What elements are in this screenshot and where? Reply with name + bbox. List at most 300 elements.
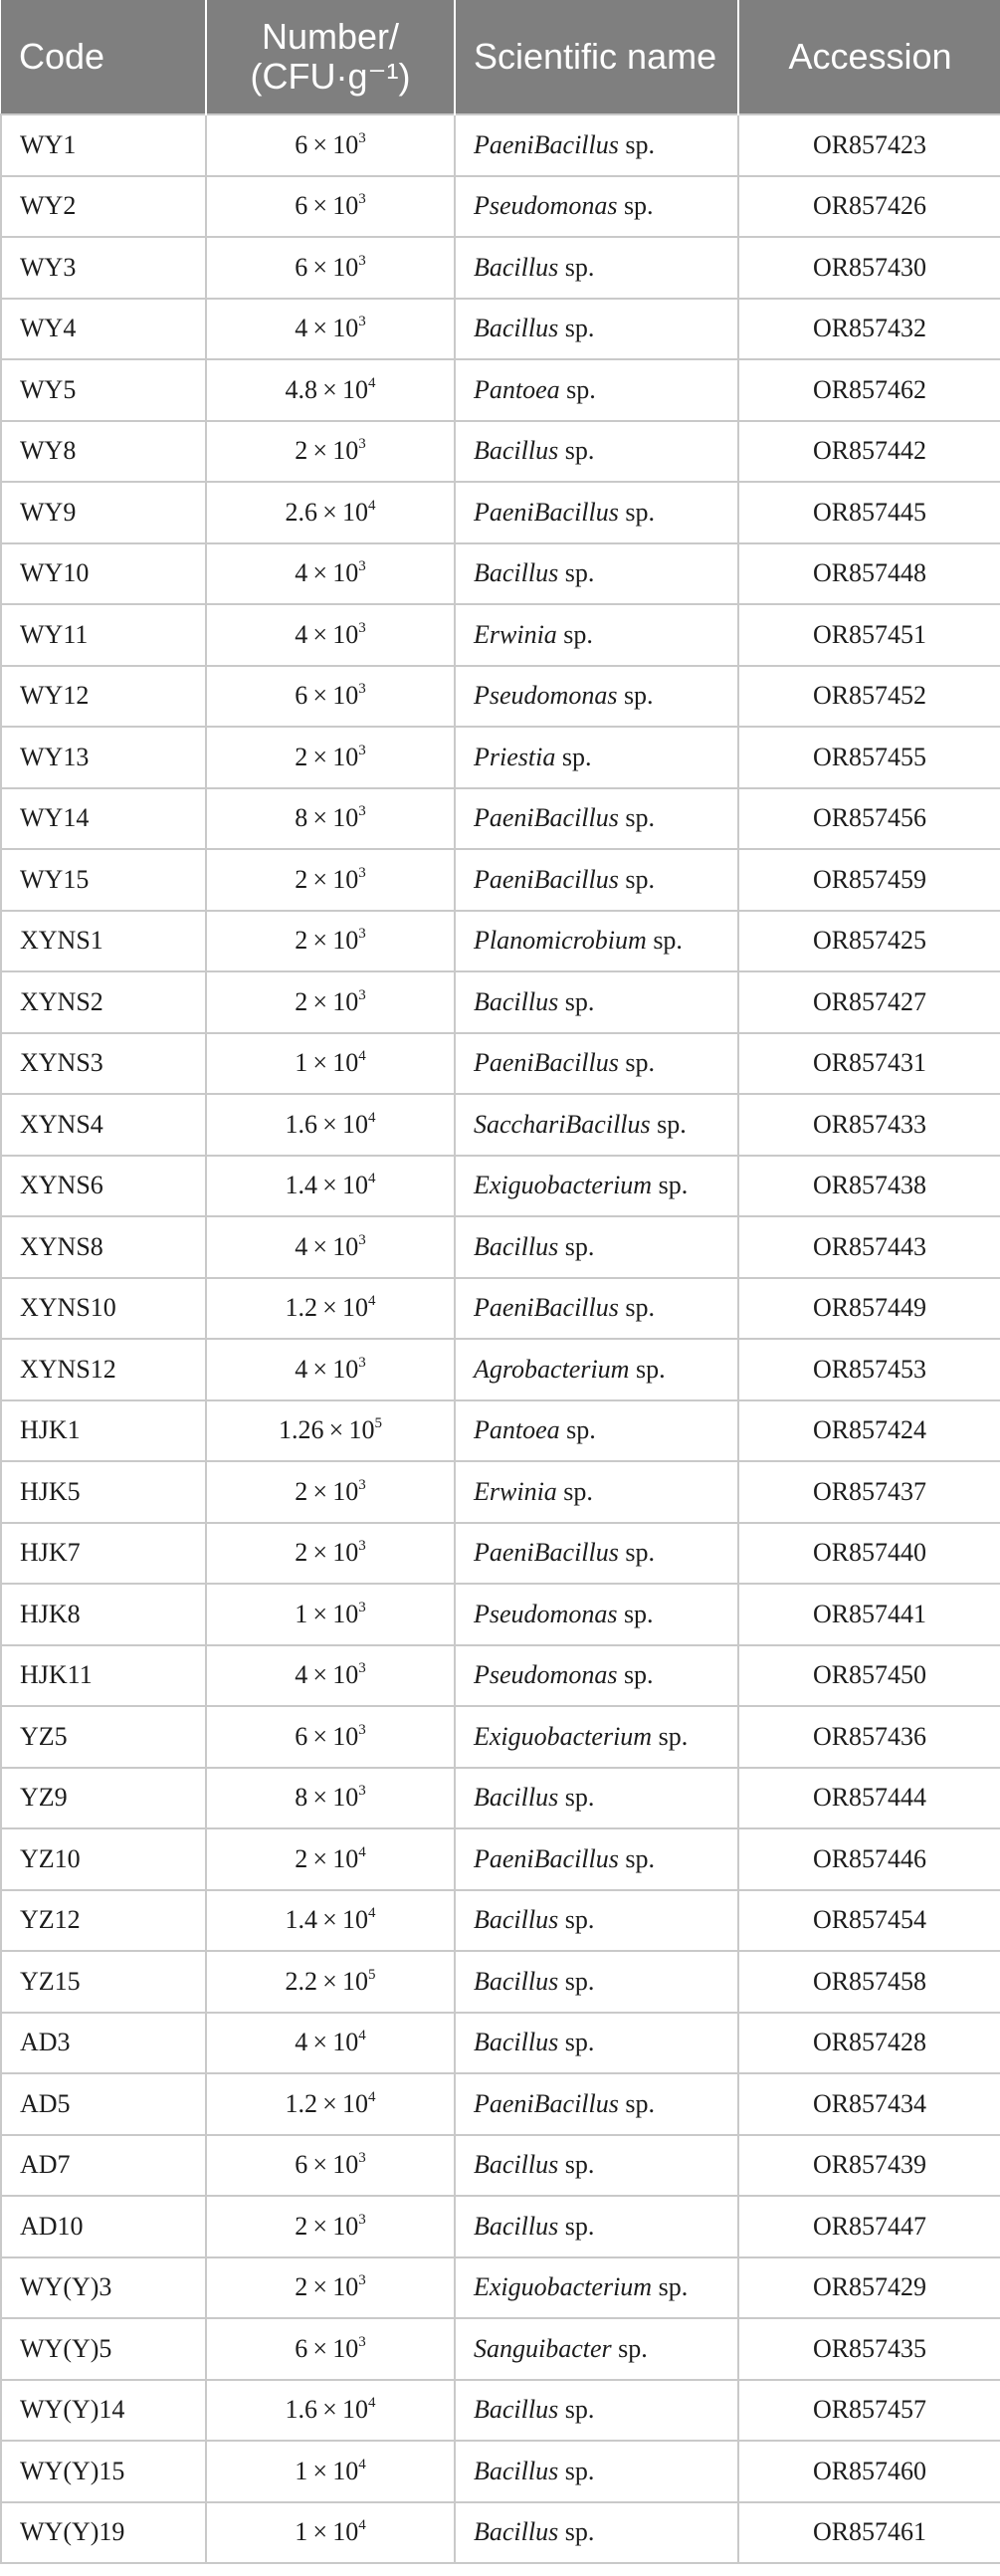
table-row [1,971,1000,1033]
cell-number [206,666,455,728]
number-mantissa: 2.6 [285,497,317,527]
number-exponent: 4 [368,497,376,514]
cell-number [206,1216,455,1278]
table-row [1,1339,1000,1400]
number-mantissa: 6 [295,191,308,221]
genus-name: Bacillus [474,436,559,466]
cell-code: XYNS4 [1,1094,206,1156]
number-exponent: 4 [358,2456,366,2472]
cell-code: XYNS6 [1,1156,206,1217]
cell-scientific-name [455,911,738,972]
times-ten: × 10 [307,986,359,1016]
times-ten: × 10 [307,619,359,649]
times-ten: × 10 [307,2028,359,2057]
cell-number [206,911,455,972]
cell-number [206,1645,455,1707]
species-suffix: sp. [558,1783,595,1813]
number-mantissa: 6 [295,2333,308,2363]
number-exponent: 3 [358,1721,366,1738]
number-mantissa: 4 [295,619,308,649]
cell-scientific-name [455,1400,738,1462]
genus-name: PaeniBacillus [474,1538,619,1568]
header-row [1,0,1000,114]
number-mantissa: 1 [295,1599,308,1628]
cell-code: WY10 [1,543,206,605]
number-mantissa: 2 [295,1476,308,1506]
cell-scientific-name [455,299,738,360]
table-row [1,1768,1000,1829]
table-row [1,1278,1000,1340]
times-ten: × 10 [307,926,359,956]
genus-name: Bacillus [474,2150,559,2180]
number-mantissa: 1.2 [285,1293,317,1323]
times-ten: × 10 [307,129,359,159]
number-exponent: 3 [358,803,366,820]
cell-code: HJK5 [1,1461,206,1523]
species-suffix: sp. [558,314,595,343]
number-exponent: 4 [358,2517,366,2534]
cell-code: YZ12 [1,1890,206,1952]
cell-accession: OR857460 [738,2441,1000,2502]
cell-accession: OR857449 [738,1278,1000,1340]
times-ten: × 10 [307,742,359,771]
cell-number [206,421,455,483]
cell-accession: OR857429 [738,2257,1000,2319]
species-suffix: sp. [650,1109,687,1139]
cell-accession: OR857450 [738,1645,1000,1707]
number-mantissa: 6 [295,2150,308,2180]
cell-number [206,1278,455,1340]
table-row [1,2380,1000,2442]
times-ten: × 10 [307,252,359,282]
header-code: Code [19,36,105,77]
table-row [1,1216,1000,1278]
number-exponent: 4 [368,374,376,391]
cell-accession: OR857447 [738,2196,1000,2257]
cell-number [206,1523,455,1585]
times-ten: × 10 [323,1415,375,1445]
number-exponent: 3 [358,1231,366,1248]
cell-scientific-name [455,1828,738,1890]
cell-accession: OR857433 [738,1094,1000,1156]
table-row [1,2196,1000,2257]
number-exponent: 4 [368,1171,376,1187]
cell-number [206,727,455,788]
cell-accession: OR857442 [738,421,1000,483]
genus-name: PaeniBacillus [474,803,619,833]
species-suffix: sp. [558,558,595,588]
species-suffix: sp. [556,1476,593,1506]
table-row [1,114,1000,176]
cell-code: YZ5 [1,1706,206,1768]
number-exponent: 4 [368,2088,376,2105]
number-mantissa: 1.4 [285,1905,317,1935]
number-mantissa: 2 [295,2272,308,2302]
cell-number [206,359,455,421]
number-exponent: 3 [358,1476,366,1493]
cell-code: WY2 [1,176,206,238]
table-row [1,1890,1000,1952]
genus-name: Bacillus [474,986,559,1016]
cell-number [206,2013,455,2074]
cell-accession: OR857457 [738,2380,1000,2442]
table-row [1,2318,1000,2380]
species-suffix: sp. [652,2272,689,2302]
number-mantissa: 4 [295,314,308,343]
cell-scientific-name [455,2441,738,2502]
species-suffix: sp. [558,2456,595,2485]
number-exponent: 3 [358,129,366,146]
cell-code: WY(Y)3 [1,2257,206,2319]
table-row [1,849,1000,911]
number-exponent: 3 [358,252,366,269]
cell-code: WY13 [1,727,206,788]
cell-scientific-name [455,727,738,788]
species-suffix: sp. [617,681,654,711]
times-ten: × 10 [307,681,359,711]
times-ten: × 10 [316,1109,369,1139]
genus-name: Bacillus [474,314,559,343]
table-row [1,359,1000,421]
species-suffix: sp. [559,374,596,404]
genus-name: PaeniBacillus [474,1293,619,1323]
cell-accession: OR857427 [738,971,1000,1033]
species-suffix: sp. [618,1843,655,1873]
table-row [1,2502,1000,2564]
cell-number [206,1400,455,1462]
genus-name: Pseudomonas [474,191,618,221]
cell-scientific-name [455,1278,738,1340]
number-mantissa: 1 [295,1048,308,1078]
cell-number [206,482,455,543]
cell-accession: OR857431 [738,1033,1000,1095]
cell-number [206,604,455,666]
cell-code: WY8 [1,421,206,483]
cell-scientific-name [455,1094,738,1156]
genus-name: Bacillus [474,2517,559,2547]
times-ten: × 10 [307,1476,359,1506]
table-row [1,421,1000,483]
times-ten: × 10 [307,2211,359,2241]
cell-number [206,788,455,850]
species-suffix: sp. [617,191,654,221]
cell-code: WY15 [1,849,206,911]
times-ten: × 10 [307,1721,359,1751]
number-exponent: 3 [358,314,366,330]
genus-name: Sanguibacter [474,2333,612,2363]
number-mantissa: 1 [295,2456,308,2485]
number-mantissa: 2 [295,926,308,956]
species-suffix: sp. [629,1354,666,1384]
cell-number [206,1706,455,1768]
cell-code: AD10 [1,2196,206,2257]
cell-code: XYNS12 [1,1339,206,1400]
cell-number [206,2318,455,2380]
number-mantissa: 1.4 [285,1171,317,1200]
species-suffix: sp. [558,1966,595,1996]
species-suffix: sp. [611,2333,648,2363]
times-ten: × 10 [316,2088,369,2118]
cell-scientific-name [455,2013,738,2074]
species-suffix: sp. [618,803,655,833]
cell-scientific-name [455,176,738,238]
cell-accession: OR857425 [738,911,1000,972]
cell-number [206,1828,455,1890]
cell-number [206,2502,455,2564]
table-row [1,1951,1000,2013]
times-ten: × 10 [316,2395,369,2425]
table-row [1,482,1000,543]
table-row [1,237,1000,299]
cell-scientific-name [455,1584,738,1645]
cell-accession: OR857443 [738,1216,1000,1278]
cell-accession: OR857456 [738,788,1000,850]
table-row [1,1461,1000,1523]
times-ten: × 10 [316,1293,369,1323]
cell-scientific-name [455,666,738,728]
cell-code: WY1 [1,114,206,176]
number-exponent: 3 [358,2150,366,2167]
genus-name: Agrobacterium [474,1354,630,1384]
genus-name: Pantoea [474,374,560,404]
number-exponent: 5 [374,1415,383,1432]
number-mantissa: 6 [295,1721,308,1751]
genus-name: PaeniBacillus [474,497,619,527]
species-suffix: sp. [652,1721,689,1751]
genus-name: PaeniBacillus [474,1048,619,1078]
table-row [1,788,1000,850]
genus-name: Pseudomonas [474,1660,618,1690]
times-ten: × 10 [307,2150,359,2180]
cell-scientific-name [455,2502,738,2564]
cell-code: XYNS8 [1,1216,206,1278]
number-mantissa: 4 [295,558,308,588]
cell-scientific-name [455,1706,738,1768]
genus-name: Exiguobacterium [474,2272,653,2302]
number-exponent: 3 [358,926,366,943]
cell-accession: OR857424 [738,1400,1000,1462]
genus-name: Bacillus [474,1905,559,1935]
cell-accession: OR857438 [738,1156,1000,1217]
cell-code: WY4 [1,299,206,360]
number-mantissa: 2.2 [285,1966,317,1996]
cell-scientific-name [455,1033,738,1095]
species-suffix: sp. [558,2028,595,2057]
number-mantissa: 4.8 [285,374,317,404]
cell-code: HJK11 [1,1645,206,1707]
number-exponent: 3 [358,1783,366,1800]
cell-number [206,1033,455,1095]
species-suffix: sp. [558,252,595,282]
cell-number [206,543,455,605]
cell-code: YZ10 [1,1828,206,1890]
table-row [1,666,1000,728]
cell-accession: OR857441 [738,1584,1000,1645]
number-exponent: 3 [358,742,366,758]
table-header [1,0,1000,114]
cell-code: XYNS1 [1,911,206,972]
number-mantissa: 1.26 [278,1415,324,1445]
cell-number [206,2380,455,2442]
number-mantissa: 8 [295,1783,308,1813]
table-row [1,1706,1000,1768]
cell-number [206,1156,455,1217]
cell-scientific-name [455,1951,738,2013]
table-row [1,2441,1000,2502]
number-mantissa: 1 [295,2517,308,2547]
cell-accession: OR857461 [738,2502,1000,2564]
cell-code: XYNS10 [1,1278,206,1340]
table-row [1,1033,1000,1095]
times-ten: × 10 [307,1660,359,1690]
cell-accession: OR857458 [738,1951,1000,2013]
cell-accession: OR857435 [738,2318,1000,2380]
number-mantissa: 2 [295,2211,308,2241]
cell-code: WY(Y)19 [1,2502,206,2564]
cell-scientific-name [455,1768,738,1829]
cell-accession: OR857448 [738,543,1000,605]
number-mantissa: 4 [295,1660,308,1690]
table-row [1,299,1000,360]
cell-code: WY9 [1,482,206,543]
number-exponent: 3 [358,2333,366,2350]
cell-number [206,176,455,238]
number-exponent: 4 [358,1048,366,1065]
species-suffix: sp. [558,986,595,1016]
times-ten: × 10 [307,1599,359,1628]
number-mantissa: 4 [295,2028,308,2057]
times-ten: × 10 [307,1538,359,1568]
times-ten: × 10 [316,374,369,404]
table-row [1,1094,1000,1156]
species-suffix: sp. [617,1599,654,1628]
cell-number [206,1768,455,1829]
times-ten: × 10 [307,314,359,343]
times-ten: × 10 [307,191,359,221]
genus-name: PaeniBacillus [474,864,619,894]
cell-code: AD5 [1,2073,206,2135]
cell-scientific-name [455,1339,738,1400]
cell-number [206,2257,455,2319]
genus-name: Bacillus [474,558,559,588]
cell-accession: OR857430 [738,237,1000,299]
times-ten: × 10 [307,803,359,833]
times-ten: × 10 [316,1905,369,1935]
number-exponent: 5 [368,1966,376,1983]
species-suffix: sp. [646,926,683,956]
genus-name: Priestia [474,742,556,771]
cell-scientific-name [455,2073,738,2135]
cell-accession: OR857439 [738,2135,1000,2197]
cell-code: HJK7 [1,1523,206,1585]
table-row [1,176,1000,238]
genus-name: Pseudomonas [474,1599,618,1628]
cell-code: WY5 [1,359,206,421]
cell-code: YZ9 [1,1768,206,1829]
cell-scientific-name [455,1890,738,1952]
number-exponent: 3 [358,191,366,208]
times-ten: × 10 [307,1843,359,1873]
header-scientific-name: Scientific name [455,0,738,114]
species-suffix: sp. [558,2150,595,2180]
cell-scientific-name [455,114,738,176]
genus-name: Planomicrobium [474,926,647,956]
species-suffix: sp. [618,864,655,894]
table-row [1,911,1000,972]
cell-accession: OR857455 [738,727,1000,788]
times-ten: × 10 [307,1354,359,1384]
genus-name: Exiguobacterium [474,1721,653,1751]
number-exponent: 4 [368,1905,376,1922]
cell-scientific-name [455,788,738,850]
times-ten: × 10 [307,436,359,466]
number-mantissa: 8 [295,803,308,833]
number-exponent: 3 [358,986,366,1003]
table-row [1,1156,1000,1217]
cell-code: HJK1 [1,1400,206,1462]
cell-number [206,1339,455,1400]
cell-code: WY(Y)15 [1,2441,206,2502]
cell-scientific-name [455,421,738,483]
cell-number [206,971,455,1033]
genus-name: Bacillus [474,252,559,282]
genus-name: Bacillus [474,1231,559,1261]
species-suffix: sp. [556,619,593,649]
number-exponent: 3 [358,681,366,698]
genus-name: PaeniBacillus [474,1843,619,1873]
table-row [1,2135,1000,2197]
cell-code: YZ15 [1,1951,206,2013]
cell-accession: OR857426 [738,176,1000,238]
cell-code: WY12 [1,666,206,728]
species-suffix: sp. [618,497,655,527]
species-suffix: sp. [558,1231,595,1261]
number-exponent: 3 [358,2211,366,2228]
table-row [1,2257,1000,2319]
cell-scientific-name [455,2318,738,2380]
genus-name: Erwinia [474,1476,557,1506]
number-exponent: 4 [368,2395,376,2412]
number-mantissa: 6 [295,252,308,282]
species-suffix: sp. [559,1415,596,1445]
times-ten: × 10 [307,864,359,894]
cell-code: WY11 [1,604,206,666]
number-mantissa: 6 [295,129,308,159]
cell-accession: OR857444 [738,1768,1000,1829]
cell-accession: OR857452 [738,666,1000,728]
cell-number [206,1584,455,1645]
table-row [1,1645,1000,1707]
species-suffix: sp. [558,2211,595,2241]
number-exponent: 4 [368,1293,376,1310]
cell-number [206,2073,455,2135]
times-ten: × 10 [307,1783,359,1813]
cell-scientific-name [455,543,738,605]
cell-scientific-name [455,2257,738,2319]
genus-name: Bacillus [474,2028,559,2057]
cell-scientific-name [455,1645,738,1707]
cell-code: WY(Y)14 [1,2380,206,2442]
species-suffix: sp. [558,436,595,466]
times-ten: × 10 [316,1966,369,1996]
table-row [1,2013,1000,2074]
genus-name: Pantoea [474,1415,560,1445]
cell-scientific-name [455,359,738,421]
number-mantissa: 4 [295,1354,308,1384]
table-row [1,2073,1000,2135]
cell-number [206,1951,455,2013]
number-exponent: 3 [358,2272,366,2289]
